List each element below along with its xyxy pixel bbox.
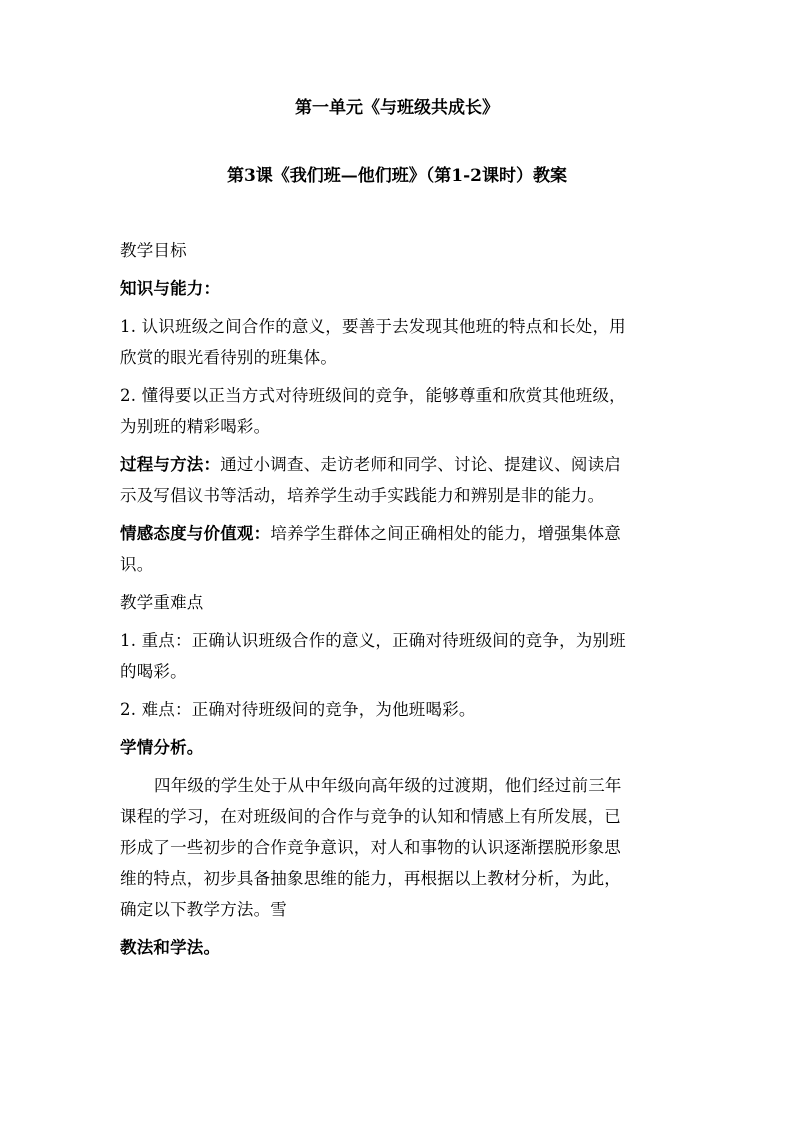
methods-heading: 教法和学法。 [120, 938, 221, 957]
key-points-heading: 教学重难点 [120, 593, 204, 612]
goal-1-line-2: 欣赏的眼光看待别的班集体。 [120, 348, 338, 367]
analysis-line-4: 维的特点，初步具备抽象思维的能力，再根据以上教材分析，为此， [120, 869, 621, 888]
analysis-line-2: 课程的学习，在对班级间的合作与竞争的认知和情感上有所发展，已 [120, 807, 621, 826]
goal-1-line-1: 1. 认识班级之间合作的意义，要善于去发现其他班的特点和长处，用 [120, 317, 626, 336]
emotion-heading: 情感态度与价值观： [120, 524, 271, 543]
emotion-line-2: 识。 [120, 555, 154, 574]
process-line-1: 通过小调查、走访老师和同学、讨论、提建议、阅读启 [220, 455, 622, 474]
process-heading: 过程与方法： [120, 455, 221, 474]
analysis-line-5: 确定以下教学方法。雪 [120, 900, 287, 919]
emotion-line-1: 培养学生群体之间正确相处的能力，增强集体意 [270, 524, 622, 543]
key-point-2: 2. 难点：正确对待班级间的竞争，为他班喝彩。 [120, 700, 476, 719]
analysis-paragraph [120, 770, 680, 925]
goal-1 [120, 311, 680, 373]
unit-title: 第一单元《与班级共成长》 [295, 98, 499, 118]
process-paragraph [120, 449, 680, 511]
process-line-2: 示及写倡议书等活动，培养学生动手实践能力和辨别是非的能力。 [120, 486, 605, 505]
analysis-line-3: 形成了一些初步的合作竞争意识，对人和事物的认识逐渐摆脱形象思 [120, 838, 621, 857]
document-body [120, 235, 680, 963]
goals-heading: 教学目标 [120, 241, 187, 260]
analysis-line-1: 四年级的学生处于从中年级向高年级的过渡期，他们经过前三年 [154, 776, 622, 795]
lesson-title: 第3课《我们班—他们班》（第1-2课时）教案 [226, 166, 568, 186]
key-point-1 [120, 625, 680, 687]
goal-2 [120, 380, 680, 442]
emotion-paragraph [120, 518, 680, 580]
analysis-heading: 学情分析。 [120, 738, 204, 757]
key-point-1-line-1: 1. 重点：正确认识班级合作的意义，正确对待班级间的竞争，为别班 [120, 631, 626, 650]
knowledge-heading: 知识与能力： [120, 279, 221, 298]
goal-2-line-2: 为别班的精彩喝彩。 [120, 417, 271, 436]
key-point-1-line-2: 的喝彩。 [120, 662, 187, 681]
goal-2-line-1: 2. 懂得要以正当方式对待班级间的竞争，能够尊重和欣赏其他班级， [120, 386, 626, 405]
